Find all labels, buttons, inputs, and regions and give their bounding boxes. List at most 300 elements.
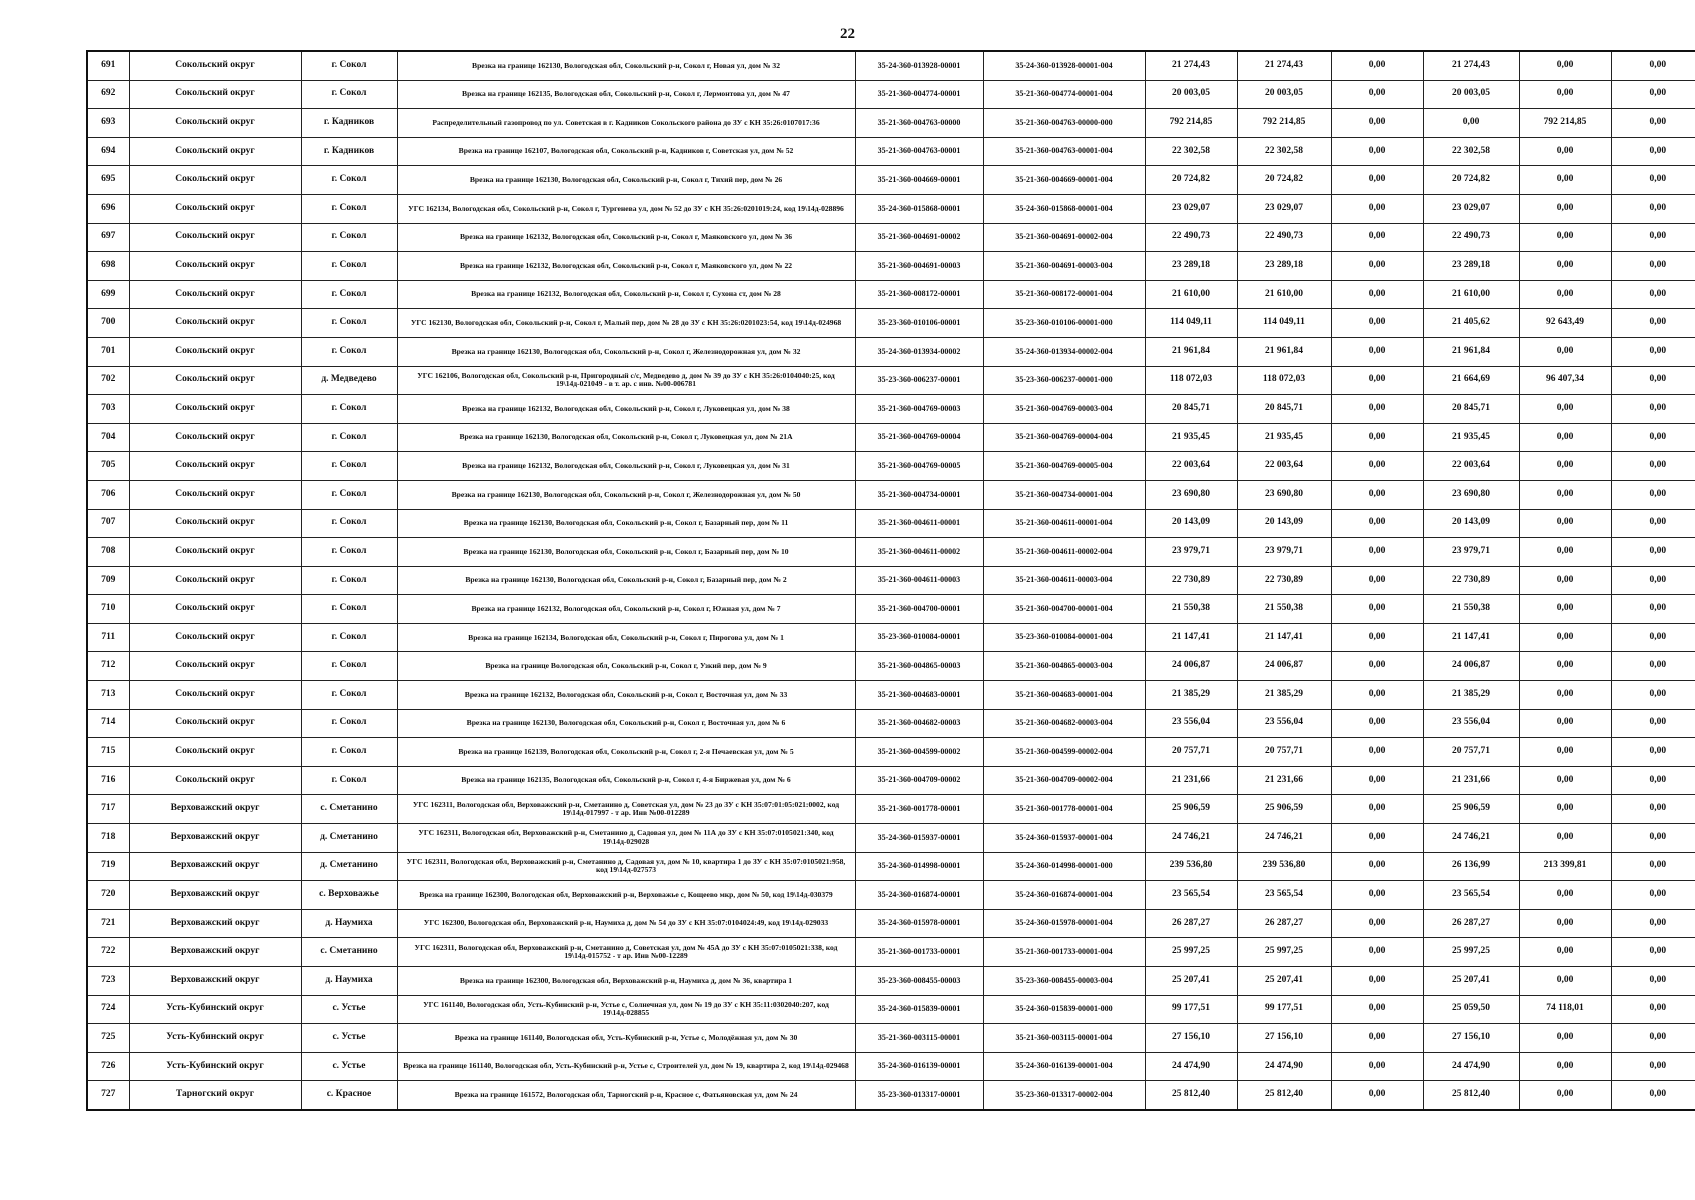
cell-depreciation: 0,00 <box>1331 709 1423 738</box>
table-row <box>87 738 1695 767</box>
cell-initial-cost: 22 302,58 <box>1145 137 1237 166</box>
cell-district: Сокольский округ <box>129 538 301 567</box>
table-row <box>87 137 1695 166</box>
cell-initial-cost: 22 003,64 <box>1145 452 1237 481</box>
cell-row-number: 700 <box>87 309 129 338</box>
cell-depreciation: 0,00 <box>1331 623 1423 652</box>
cell-book-value: 21 550,38 <box>1237 595 1331 624</box>
cell-district: Верховажский округ <box>129 967 301 996</box>
cell-amount-c: 0,00 <box>1611 366 1695 395</box>
cell-amount-b: 0,00 <box>1519 395 1611 424</box>
cell-book-value: 24 006,87 <box>1237 652 1331 681</box>
cell-depreciation: 0,00 <box>1331 452 1423 481</box>
cell-initial-cost: 21 147,41 <box>1145 623 1237 652</box>
cell-inventory-code: 35-24-360-013928-00001 <box>855 51 983 80</box>
cell-object-code: 35-23-360-008455-00003-004 <box>983 967 1145 996</box>
cell-amount-b: 0,00 <box>1519 137 1611 166</box>
cell-initial-cost: 21 610,00 <box>1145 280 1237 309</box>
cell-amount-c: 0,00 <box>1611 1081 1695 1110</box>
cell-settlement: г. Кадников <box>301 137 397 166</box>
cell-inventory-code: 35-24-360-015937-00001 <box>855 824 983 853</box>
cell-amount-b: 0,00 <box>1519 509 1611 538</box>
cell-amount-a: 20 724,82 <box>1423 166 1519 195</box>
cell-initial-cost: 20 845,71 <box>1145 395 1237 424</box>
cell-amount-c: 0,00 <box>1611 738 1695 767</box>
cell-object-description: Врезка на границе 162130, Вологодская обл, Сокольский р-н, Сокол г, Базарный пер, дом № 2 <box>397 566 855 595</box>
cell-amount-b: 213 399,81 <box>1519 852 1611 881</box>
cell-amount-c: 0,00 <box>1611 337 1695 366</box>
cell-row-number: 699 <box>87 280 129 309</box>
cell-settlement: г. Сокол <box>301 51 397 80</box>
cell-amount-a: 0,00 <box>1423 109 1519 138</box>
cell-book-value: 21 610,00 <box>1237 280 1331 309</box>
cell-district: Усть-Кубинский округ <box>129 1024 301 1053</box>
table-row <box>87 995 1695 1024</box>
cell-book-value: 25 997,25 <box>1237 938 1331 967</box>
cell-amount-a: 25 906,59 <box>1423 795 1519 824</box>
cell-inventory-code: 35-21-360-004774-00001 <box>855 80 983 109</box>
cell-amount-c: 0,00 <box>1611 1052 1695 1081</box>
cell-settlement: д. Сметанино <box>301 852 397 881</box>
cell-amount-a: 22 302,58 <box>1423 137 1519 166</box>
cell-object-description: Врезка на границе 162132, Вологодская обл, Сокольский р-н, Сокол г, Южная ул, дом № 7 <box>397 595 855 624</box>
cell-settlement: г. Сокол <box>301 423 397 452</box>
cell-amount-b: 0,00 <box>1519 738 1611 767</box>
cell-amount-b: 0,00 <box>1519 967 1611 996</box>
cell-settlement: г. Сокол <box>301 194 397 223</box>
cell-inventory-code: 35-21-360-004763-00000 <box>855 109 983 138</box>
cell-object-code: 35-24-360-013928-00001-004 <box>983 51 1145 80</box>
table-row <box>87 337 1695 366</box>
cell-amount-c: 0,00 <box>1611 80 1695 109</box>
cell-amount-c: 0,00 <box>1611 480 1695 509</box>
cell-depreciation: 0,00 <box>1331 652 1423 681</box>
cell-settlement: г. Сокол <box>301 595 397 624</box>
cell-amount-a: 21 385,29 <box>1423 681 1519 710</box>
cell-amount-b: 0,00 <box>1519 709 1611 738</box>
cell-object-description: Врезка на границе 162300, Вологодская обл, Верховажский р-н, Верховажье с, Кощеево мкр, дом № 50, код 19\14д-030379 <box>397 881 855 910</box>
table-row <box>87 423 1695 452</box>
cell-settlement: д. Медведево <box>301 366 397 395</box>
cell-row-number: 695 <box>87 166 129 195</box>
cell-inventory-code: 35-21-360-004734-00001 <box>855 480 983 509</box>
table-row <box>87 1024 1695 1053</box>
cell-district: Верховажский округ <box>129 795 301 824</box>
cell-district: Сокольский округ <box>129 423 301 452</box>
cell-object-description: Врезка на границе 162130, Вологодская обл, Сокольский р-н, Сокол г, Базарный пер, дом № 10 <box>397 538 855 567</box>
cell-amount-a: 22 730,89 <box>1423 566 1519 595</box>
table-row <box>87 194 1695 223</box>
table-row <box>87 395 1695 424</box>
cell-initial-cost: 23 289,18 <box>1145 252 1237 281</box>
cell-amount-b: 0,00 <box>1519 623 1611 652</box>
cell-initial-cost: 21 274,43 <box>1145 51 1237 80</box>
cell-settlement: с. Устье <box>301 995 397 1024</box>
cell-amount-b: 0,00 <box>1519 223 1611 252</box>
cell-row-number: 720 <box>87 881 129 910</box>
cell-row-number: 715 <box>87 738 129 767</box>
table-row <box>87 1052 1695 1081</box>
cell-settlement: с. Верховажье <box>301 881 397 910</box>
cell-initial-cost: 21 961,84 <box>1145 337 1237 366</box>
cell-amount-b: 92 643,49 <box>1519 309 1611 338</box>
cell-object-description: УГС 162311, Вологодская обл, Верховажский р-н, Сметанино д, Садовая ул, дом № 10, квартира 1 до ЗУ с КН 35:07:0105021:958, код 19\14д-027573 <box>397 852 855 881</box>
cell-depreciation: 0,00 <box>1331 881 1423 910</box>
cell-initial-cost: 21 385,29 <box>1145 681 1237 710</box>
cell-object-code: 35-23-360-013317-00002-004 <box>983 1081 1145 1110</box>
cell-object-code: 35-21-360-004769-00005-004 <box>983 452 1145 481</box>
cell-inventory-code: 35-21-360-003115-00001 <box>855 1024 983 1053</box>
table-row <box>87 681 1695 710</box>
cell-object-description: Врезка на границе 162107, Вологодская обл, Сокольский р-н, Кадников г, Советская ул, дом № 52 <box>397 137 855 166</box>
cell-depreciation: 0,00 <box>1331 1024 1423 1053</box>
cell-depreciation: 0,00 <box>1331 423 1423 452</box>
cell-district: Сокольский округ <box>129 395 301 424</box>
cell-settlement: с. Сметанино <box>301 795 397 824</box>
cell-inventory-code: 35-24-360-015868-00001 <box>855 194 983 223</box>
cell-initial-cost: 20 757,71 <box>1145 738 1237 767</box>
table-row <box>87 80 1695 109</box>
cell-initial-cost: 25 997,25 <box>1145 938 1237 967</box>
cell-amount-a: 23 690,80 <box>1423 480 1519 509</box>
cell-amount-c: 0,00 <box>1611 709 1695 738</box>
cell-initial-cost: 21 935,45 <box>1145 423 1237 452</box>
cell-inventory-code: 35-21-360-004682-00003 <box>855 709 983 738</box>
cell-amount-b: 0,00 <box>1519 480 1611 509</box>
table-row <box>87 595 1695 624</box>
table-row <box>87 538 1695 567</box>
cell-initial-cost: 239 536,80 <box>1145 852 1237 881</box>
cell-initial-cost: 26 287,27 <box>1145 909 1237 938</box>
cell-amount-b: 0,00 <box>1519 681 1611 710</box>
cell-initial-cost: 792 214,85 <box>1145 109 1237 138</box>
cell-row-number: 698 <box>87 252 129 281</box>
cell-settlement: г. Сокол <box>301 80 397 109</box>
cell-inventory-code: 35-23-360-008455-00003 <box>855 967 983 996</box>
cell-row-number: 705 <box>87 452 129 481</box>
cell-amount-a: 24 006,87 <box>1423 652 1519 681</box>
cell-amount-c: 0,00 <box>1611 51 1695 80</box>
cell-initial-cost: 23 979,71 <box>1145 538 1237 567</box>
cell-object-code: 35-21-360-008172-00001-004 <box>983 280 1145 309</box>
table-row <box>87 909 1695 938</box>
cell-amount-b: 0,00 <box>1519 795 1611 824</box>
cell-depreciation: 0,00 <box>1331 109 1423 138</box>
cell-object-code: 35-24-360-015978-00001-004 <box>983 909 1145 938</box>
cell-object-code: 35-21-360-004682-00003-004 <box>983 709 1145 738</box>
cell-amount-a: 21 664,69 <box>1423 366 1519 395</box>
cell-amount-c: 0,00 <box>1611 995 1695 1024</box>
cell-amount-c: 0,00 <box>1611 824 1695 853</box>
cell-settlement: г. Сокол <box>301 709 397 738</box>
table-row <box>87 366 1695 395</box>
cell-settlement: г. Сокол <box>301 252 397 281</box>
cell-amount-b: 0,00 <box>1519 280 1611 309</box>
cell-book-value: 20 757,71 <box>1237 738 1331 767</box>
cell-amount-a: 21 550,38 <box>1423 595 1519 624</box>
cell-settlement: с. Красное <box>301 1081 397 1110</box>
cell-object-description: УГС 162106, Вологодская обл, Сокольский р-н, Пригородный с/с, Медведево д, дом № 39 до ЗУ с КН 35:26:0104040:25, код 19\14д-021049 - в т. ар. с инв. №00-006781 <box>397 366 855 395</box>
cell-row-number: 693 <box>87 109 129 138</box>
cell-settlement: г. Сокол <box>301 309 397 338</box>
cell-amount-b: 0,00 <box>1519 194 1611 223</box>
cell-object-code: 35-21-360-004691-00002-004 <box>983 223 1145 252</box>
cell-district: Сокольский округ <box>129 109 301 138</box>
cell-depreciation: 0,00 <box>1331 824 1423 853</box>
cell-book-value: 20 724,82 <box>1237 166 1331 195</box>
cell-amount-a: 23 289,18 <box>1423 252 1519 281</box>
cell-amount-b: 0,00 <box>1519 595 1611 624</box>
cell-amount-b: 0,00 <box>1519 1052 1611 1081</box>
table-row <box>87 623 1695 652</box>
cell-inventory-code: 35-24-360-013934-00002 <box>855 337 983 366</box>
cell-inventory-code: 35-21-360-004611-00001 <box>855 509 983 538</box>
cell-object-description: Врезка на границе 162130, Вологодская обл, Сокольский р-н, Сокол г, Тихий пер, дом № 26 <box>397 166 855 195</box>
cell-amount-a: 25 059,50 <box>1423 995 1519 1024</box>
cell-settlement: д. Сметанино <box>301 824 397 853</box>
cell-inventory-code: 35-21-360-004769-00004 <box>855 423 983 452</box>
cell-initial-cost: 23 690,80 <box>1145 480 1237 509</box>
cell-depreciation: 0,00 <box>1331 681 1423 710</box>
cell-amount-a: 22 490,73 <box>1423 223 1519 252</box>
cell-initial-cost: 99 177,51 <box>1145 995 1237 1024</box>
cell-amount-c: 0,00 <box>1611 194 1695 223</box>
cell-amount-b: 0,00 <box>1519 881 1611 910</box>
cell-depreciation: 0,00 <box>1331 967 1423 996</box>
cell-district: Сокольский округ <box>129 51 301 80</box>
cell-amount-a: 21 935,45 <box>1423 423 1519 452</box>
cell-row-number: 703 <box>87 395 129 424</box>
cell-depreciation: 0,00 <box>1331 80 1423 109</box>
cell-object-code: 35-21-360-004599-00002-004 <box>983 738 1145 767</box>
cell-book-value: 20 143,09 <box>1237 509 1331 538</box>
cell-row-number: 719 <box>87 852 129 881</box>
cell-amount-a: 21 274,43 <box>1423 51 1519 80</box>
cell-row-number: 706 <box>87 480 129 509</box>
cell-amount-b: 0,00 <box>1519 938 1611 967</box>
cell-row-number: 692 <box>87 80 129 109</box>
cell-object-description: УГС 162130, Вологодская обл, Сокольский р-н, Сокол г, Малый пер, дом № 28 до ЗУ с КН 35:26:0201023:54, код 19\14д-024968 <box>397 309 855 338</box>
cell-depreciation: 0,00 <box>1331 909 1423 938</box>
cell-row-number: 709 <box>87 566 129 595</box>
cell-district: Сокольский округ <box>129 280 301 309</box>
cell-depreciation: 0,00 <box>1331 480 1423 509</box>
cell-amount-c: 0,00 <box>1611 1024 1695 1053</box>
cell-amount-a: 27 156,10 <box>1423 1024 1519 1053</box>
cell-amount-b: 0,00 <box>1519 252 1611 281</box>
table-row <box>87 709 1695 738</box>
cell-object-code: 35-21-360-004769-00003-004 <box>983 395 1145 424</box>
cell-settlement: г. Сокол <box>301 566 397 595</box>
cell-object-description: Врезка на границе 162130, Вологодская обл, Сокольский р-н, Сокол г, Восточная ул, дом № 6 <box>397 709 855 738</box>
cell-amount-c: 0,00 <box>1611 538 1695 567</box>
cell-row-number: 724 <box>87 995 129 1024</box>
cell-initial-cost: 27 156,10 <box>1145 1024 1237 1053</box>
cell-row-number: 727 <box>87 1081 129 1110</box>
cell-settlement: с. Устье <box>301 1052 397 1081</box>
cell-amount-b: 0,00 <box>1519 166 1611 195</box>
cell-book-value: 792 214,85 <box>1237 109 1331 138</box>
cell-amount-a: 21 147,41 <box>1423 623 1519 652</box>
cell-district: Сокольский округ <box>129 738 301 767</box>
cell-district: Сокольский округ <box>129 337 301 366</box>
cell-inventory-code: 35-21-360-004700-00001 <box>855 595 983 624</box>
cell-district: Сокольский округ <box>129 766 301 795</box>
cell-district: Сокольский округ <box>129 137 301 166</box>
cell-initial-cost: 21 550,38 <box>1145 595 1237 624</box>
cell-book-value: 21 274,43 <box>1237 51 1331 80</box>
cell-depreciation: 0,00 <box>1331 366 1423 395</box>
cell-object-code: 35-21-360-004669-00001-004 <box>983 166 1145 195</box>
table-row <box>87 509 1695 538</box>
cell-book-value: 23 690,80 <box>1237 480 1331 509</box>
cell-depreciation: 0,00 <box>1331 309 1423 338</box>
cell-district: Верховажский округ <box>129 824 301 853</box>
cell-object-description: Врезка на границе 162132, Вологодская обл, Сокольский р-н, Сокол г, Сухона ст, дом № 28 <box>397 280 855 309</box>
cell-amount-c: 0,00 <box>1611 652 1695 681</box>
cell-amount-c: 0,00 <box>1611 967 1695 996</box>
table-row <box>87 1081 1695 1110</box>
cell-depreciation: 0,00 <box>1331 738 1423 767</box>
cell-district: Сокольский округ <box>129 309 301 338</box>
cell-book-value: 114 049,11 <box>1237 309 1331 338</box>
table-row <box>87 967 1695 996</box>
cell-object-description: Врезка на границе 161140, Вологодская обл, Усть-Кубинский р-н, Устье с, Молодёжная ул, дом № 30 <box>397 1024 855 1053</box>
cell-amount-c: 0,00 <box>1611 509 1695 538</box>
table-row <box>87 881 1695 910</box>
cell-depreciation: 0,00 <box>1331 1081 1423 1110</box>
cell-amount-c: 0,00 <box>1611 795 1695 824</box>
cell-district: Сокольский округ <box>129 366 301 395</box>
cell-amount-a: 20 143,09 <box>1423 509 1519 538</box>
cell-object-description: Врезка на границе 162300, Вологодская обл, Верховажский р-н, Наумиха д, дом № 36, квартира 1 <box>397 967 855 996</box>
cell-inventory-code: 35-21-360-004865-00003 <box>855 652 983 681</box>
cell-inventory-code: 35-21-360-001733-00001 <box>855 938 983 967</box>
cell-object-code: 35-21-360-004865-00003-004 <box>983 652 1145 681</box>
cell-object-code: 35-23-360-010106-00001-000 <box>983 309 1145 338</box>
cell-amount-c: 0,00 <box>1611 681 1695 710</box>
cell-depreciation: 0,00 <box>1331 766 1423 795</box>
cell-settlement: г. Сокол <box>301 166 397 195</box>
cell-amount-a: 24 746,21 <box>1423 824 1519 853</box>
cell-amount-a: 21 610,00 <box>1423 280 1519 309</box>
table-row <box>87 852 1695 881</box>
cell-inventory-code: 35-23-360-013317-00001 <box>855 1081 983 1110</box>
cell-book-value: 21 935,45 <box>1237 423 1331 452</box>
cell-amount-a: 25 207,41 <box>1423 967 1519 996</box>
cell-row-number: 725 <box>87 1024 129 1053</box>
cell-book-value: 21 147,41 <box>1237 623 1331 652</box>
cell-initial-cost: 25 812,40 <box>1145 1081 1237 1110</box>
cell-object-description: Врезка на границе 162130, Вологодская обл, Сокольский р-н, Сокол г, Луковецкая ул, дом № 21А <box>397 423 855 452</box>
cell-district: Сокольский округ <box>129 709 301 738</box>
cell-amount-c: 0,00 <box>1611 766 1695 795</box>
table-row <box>87 223 1695 252</box>
cell-object-code: 35-24-360-016139-00001-004 <box>983 1052 1145 1081</box>
cell-amount-a: 23 556,04 <box>1423 709 1519 738</box>
cell-initial-cost: 24 746,21 <box>1145 824 1237 853</box>
cell-row-number: 717 <box>87 795 129 824</box>
cell-book-value: 23 565,54 <box>1237 881 1331 910</box>
table-row <box>87 566 1695 595</box>
cell-initial-cost: 24 474,90 <box>1145 1052 1237 1081</box>
cell-book-value: 21 961,84 <box>1237 337 1331 366</box>
cell-settlement: г. Сокол <box>301 623 397 652</box>
cell-object-description: Врезка на границе 162135, Вологодская обл, Сокольский р-н, Сокол г, Лермонтова ул, дом № 47 <box>397 80 855 109</box>
cell-amount-a: 25 997,25 <box>1423 938 1519 967</box>
cell-amount-c: 0,00 <box>1611 109 1695 138</box>
cell-object-code: 35-21-360-001733-00001-004 <box>983 938 1145 967</box>
register-table-body <box>87 51 1695 1110</box>
cell-amount-c: 0,00 <box>1611 623 1695 652</box>
cell-object-description: Врезка на границе 161572, Вологодская обл, Тарногский р-н, Красное с, Фатьяновская ул, дом № 24 <box>397 1081 855 1110</box>
cell-inventory-code: 35-21-360-004691-00002 <box>855 223 983 252</box>
cell-inventory-code: 35-21-360-004669-00001 <box>855 166 983 195</box>
cell-district: Сокольский округ <box>129 166 301 195</box>
cell-book-value: 239 536,80 <box>1237 852 1331 881</box>
cell-amount-c: 0,00 <box>1611 595 1695 624</box>
cell-book-value: 21 231,66 <box>1237 766 1331 795</box>
cell-district: Сокольский округ <box>129 509 301 538</box>
cell-initial-cost: 23 556,04 <box>1145 709 1237 738</box>
cell-settlement: г. Сокол <box>301 280 397 309</box>
cell-inventory-code: 35-21-360-004763-00001 <box>855 137 983 166</box>
register-table <box>86 50 1695 1111</box>
cell-initial-cost: 20 724,82 <box>1145 166 1237 195</box>
cell-settlement: с. Устье <box>301 1024 397 1053</box>
cell-initial-cost: 25 906,59 <box>1145 795 1237 824</box>
cell-object-code: 35-21-360-004611-00003-004 <box>983 566 1145 595</box>
cell-district: Верховажский округ <box>129 938 301 967</box>
cell-book-value: 20 845,71 <box>1237 395 1331 424</box>
cell-object-code: 35-21-360-004709-00002-004 <box>983 766 1145 795</box>
cell-amount-c: 0,00 <box>1611 852 1695 881</box>
cell-depreciation: 0,00 <box>1331 995 1423 1024</box>
cell-settlement: д. Наумиха <box>301 967 397 996</box>
cell-row-number: 694 <box>87 137 129 166</box>
table-row <box>87 166 1695 195</box>
cell-object-code: 35-24-360-015937-00001-004 <box>983 824 1145 853</box>
cell-object-description: Врезка на границе 161140, Вологодская обл, Усть-Кубинский р-н, Устье с, Строителей ул, дом № 19, квартира 2, код 19\14д-029468 <box>397 1052 855 1081</box>
cell-depreciation: 0,00 <box>1331 395 1423 424</box>
cell-depreciation: 0,00 <box>1331 137 1423 166</box>
table-row <box>87 109 1695 138</box>
table-row <box>87 252 1695 281</box>
cell-settlement: г. Сокол <box>301 681 397 710</box>
cell-row-number: 697 <box>87 223 129 252</box>
cell-amount-b: 0,00 <box>1519 824 1611 853</box>
cell-row-number: 711 <box>87 623 129 652</box>
cell-amount-b: 96 407,34 <box>1519 366 1611 395</box>
cell-object-description: Врезка на границе 162134, Вологодская обл, Сокольский р-н, Сокол г, Пирогова ул, дом № 1 <box>397 623 855 652</box>
cell-depreciation: 0,00 <box>1331 337 1423 366</box>
cell-object-code: 35-21-360-004734-00001-004 <box>983 480 1145 509</box>
cell-object-description: УГС 162311, Вологодская обл, Верховажский р-н, Сметанино д, Советская ул, дом № 45А до ЗУ с КН 35:07:0105021:338, код 19\14д-015752 - т ар. Инв №00-12289 <box>397 938 855 967</box>
cell-object-description: Врезка на границе 162139, Вологодская обл, Сокольский р-н, Сокол г, 2-я Печаевская ул, дом № 5 <box>397 738 855 767</box>
cell-book-value: 21 385,29 <box>1237 681 1331 710</box>
cell-settlement: г. Сокол <box>301 452 397 481</box>
cell-row-number: 691 <box>87 51 129 80</box>
table-row <box>87 309 1695 338</box>
cell-amount-a: 25 812,40 <box>1423 1081 1519 1110</box>
cell-book-value: 25 906,59 <box>1237 795 1331 824</box>
cell-row-number: 701 <box>87 337 129 366</box>
cell-district: Сокольский округ <box>129 252 301 281</box>
cell-depreciation: 0,00 <box>1331 795 1423 824</box>
cell-object-code: 35-21-360-004769-00004-004 <box>983 423 1145 452</box>
cell-settlement: г. Сокол <box>301 738 397 767</box>
cell-object-code: 35-21-360-004611-00001-004 <box>983 509 1145 538</box>
